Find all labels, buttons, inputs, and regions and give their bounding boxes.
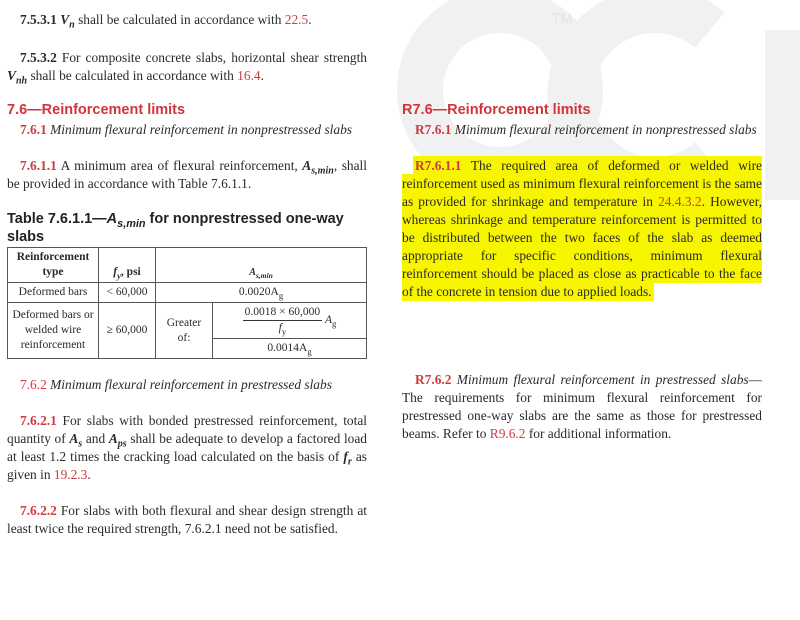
reinforcement-table (7, 247, 367, 359)
header-as-min: $A_{s,min}$ (156, 248, 367, 283)
clause-7-6-2: 7.6.2 Minimum flexural reinforcement in prestressed slabs (20, 377, 332, 392)
ref-link[interactable]: R9.6.2 (489, 426, 526, 441)
clause-7-6-2-2: 7.6.2.2 For slabs with both flexural and shear design strength at least twice the required strength, 7.6.2.1 need not be satisfied. (7, 503, 367, 536)
cell-formula: $\frac{0.0018 \times 60,000}{f_y}$ $A_g$ (213, 303, 367, 339)
table-header-row (8, 248, 367, 283)
cell-as: $0.0020A_g$ (156, 283, 367, 303)
clause-7-5-3-2: 7.5.3.2 For composite concrete slabs, horizontal shear strength $V_{nh}$ shall be calculated in accordance with 16.4. (7, 50, 367, 87)
table-row (8, 303, 367, 339)
ref-link[interactable]: 22.5 (284, 12, 309, 27)
cell-type: Deformed bars or welded wire reinforcement (8, 303, 99, 359)
header-type: Reinforcement type (8, 248, 99, 283)
cell-greater-of: Greater of: (156, 303, 213, 359)
commentary-r7-6-1-1 (402, 157, 762, 301)
table-row (8, 283, 367, 303)
header-fy: $f_y$, psi (99, 248, 156, 283)
trademark-mark: TM (552, 10, 573, 26)
highlighted-text: R7.6.1.1 The required area of deformed or welded wire reinforcement used as minimum flexural reinforcement is the same as provided for shrinkage and temperature in 24.4.3.2. However, whereas shrinkage and temperature reinforcement is permitted to be distributed between the two faces of the slab as deemed appropriate for specific conditions, minimum flexural reinforcement should be placed as close as practicable to the face of the concrete in tension due to applied loads. (402, 158, 762, 299)
clause-7-5-3-1: 7.5.3.1 $V_n$ shall be calculated in accordance with 22.5. (20, 12, 312, 31)
clause-7-6-1-1: 7.6.1.1 A minimum area of flexural reinforcement, $A_{s,min}$, shall be provided in accordance with Table 7.6.1.1. (7, 158, 367, 191)
table-title: Table $7.6.1.1—A_{s,min}$ for nonprestressed one-way slabs (7, 211, 344, 245)
commentary-heading: R7.6—Reinforcement limits (402, 102, 591, 118)
commentary-r7-6-2: R7.6.2 Minimum flexural reinforcement in prestressed slabs—The requirements for minimum flexural reinforcement for prestressed one-way slabs are the same as those for prestressed beams. Refer to R9.6.2 for additional information. (402, 372, 762, 441)
clause-7-6-1: 7.6.1 Minimum flexural reinforcement in nonprestressed slabs (20, 122, 352, 137)
cell-type: Deformed bars (8, 283, 99, 303)
ref-link[interactable]: 16.4 (237, 68, 261, 83)
cell-fy: < 60,000 (99, 283, 156, 303)
ref-link[interactable]: 24.4.3.2 (658, 194, 702, 209)
commentary-column (402, 101, 762, 443)
commentary-r7-6-1: R7.6.1 Minimum flexural reinforcement in nonprestressed slabs (415, 122, 757, 137)
cell-fy: ≥ 60,000 (99, 303, 156, 359)
code-column (7, 11, 367, 538)
cell-alt: $0.0014A_g$ (213, 339, 367, 359)
clause-7-6-2-1: 7.6.2.1 For slabs with bonded prestressed reinforcement, total quantity of $A_s$ and $A_{ps}$ shall be adequate to develop a factored load at least 1.2 times the cracking load calculated on the basis of $f_r$ as given in 19.2.3. (7, 413, 367, 482)
section-heading: 7.6—Reinforcement limits (7, 102, 186, 118)
ref-link[interactable]: 19.2.3 (53, 467, 88, 482)
